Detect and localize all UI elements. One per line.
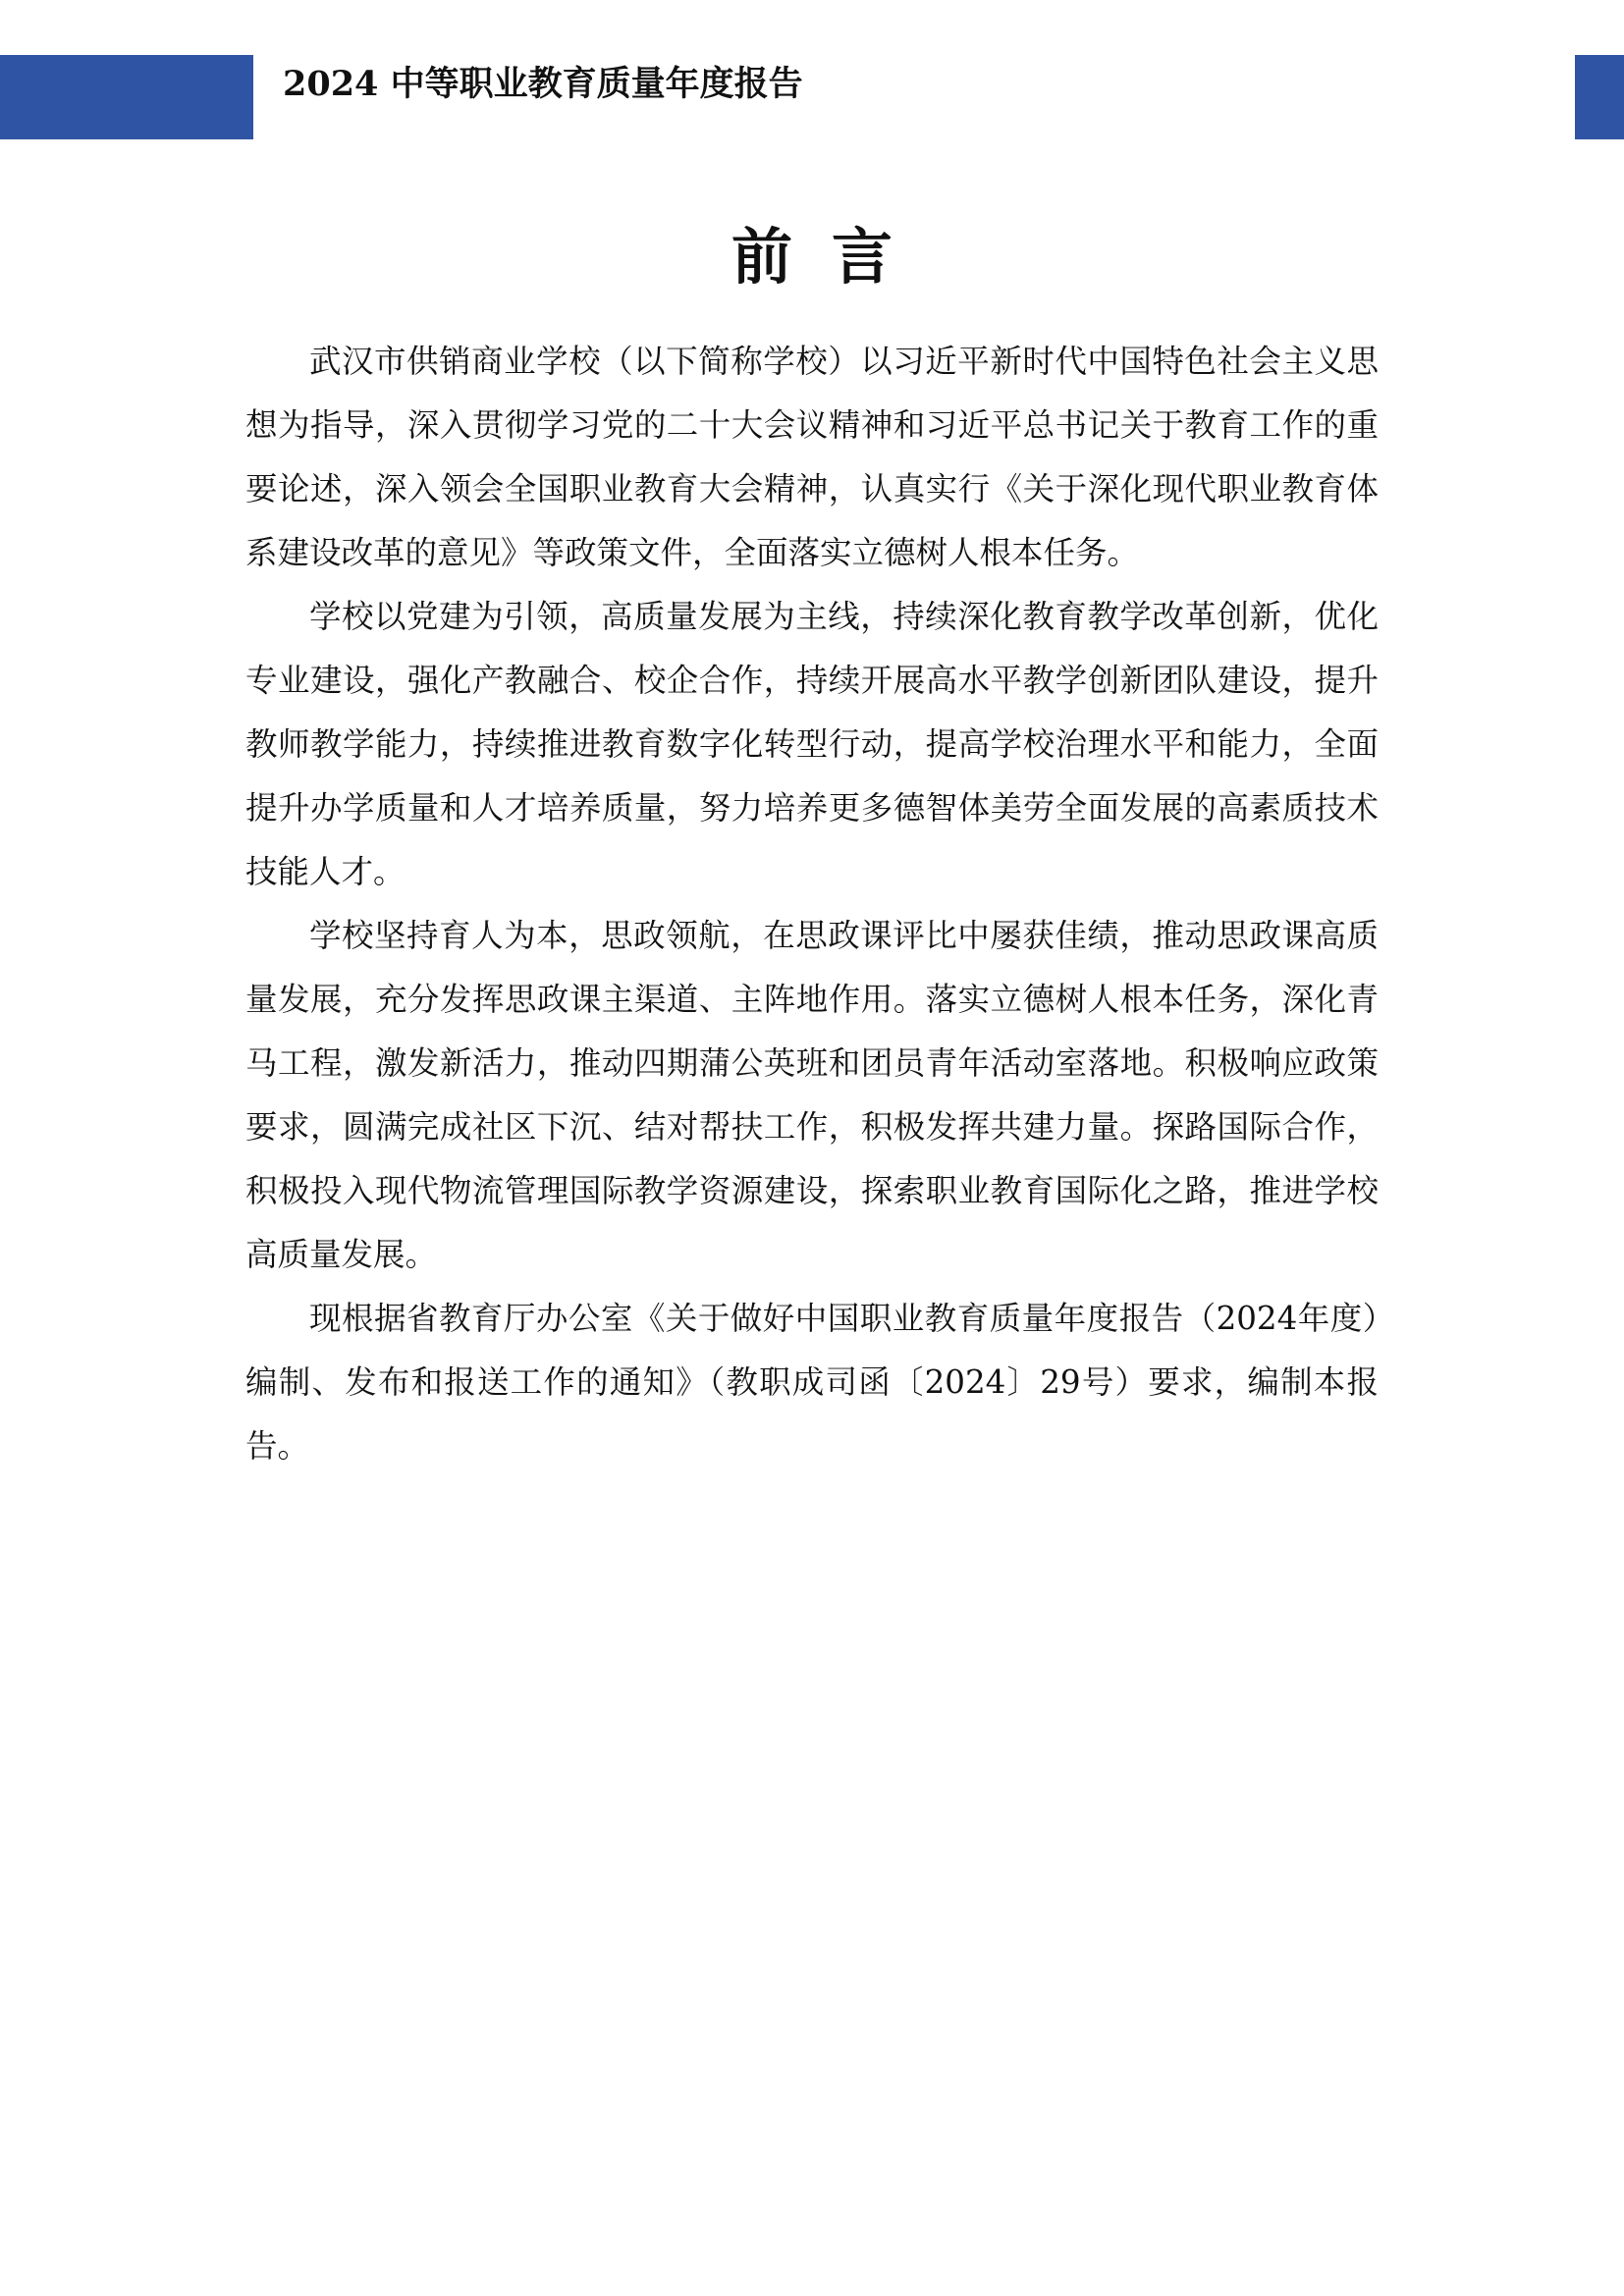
page-title: 前言 <box>731 221 932 293</box>
header-accent-bar-left <box>0 55 253 139</box>
report-header-title: 2024 中等职业教育质量年度报告 <box>283 64 803 104</box>
preface-paragraph-3: 学校坚持育人为本，思政领航，在思政课评比中屡获佳绩，推动思政课高质量发展，充分发挥思政课主渠道、主阵地作用。落实立德树人根本任务，深化青马工程，激发新活力，推动四期蒲公英班和团员青年活动室落地。积极响应政策要求，圆满完成社区下沉、结对帮扶工作，积极发挥共建力量。探路国际合作，积极投入现代物流管理国际教学资源建设，探索职业教育国际化之路，推进学校高质量发展。 <box>245 917 1379 1273</box>
preface-body <box>245 330 1379 1478</box>
header-accent-bar-right <box>1575 55 1624 139</box>
preface-paragraph-2: 学校以党建为引领，高质量发展为主线，持续深化教育教学改革创新，优化专业建设，强化产教融合、校企合作，持续开展高水平教学创新团队建设，提升教师教学能力，持续推进教育数字化转型行动，提高学校治理水平和能力，全面提升办学质量和人才培养质量，努力培养更多德智体美劳全面发展的高素质技术技能人才。 <box>245 598 1379 890</box>
preface-paragraph-1: 武汉市供销商业学校（以下简称学校）以习近平新时代中国特色社会主义思想为指导，深入贯彻学习党的二十大会议精神和习近平总书记关于教育工作的重要论述，深入领会全国职业教育大会精神，认真实行《关于深化现代职业教育体系建设改革的意见》等政策文件，全面落实立德树人根本任务。 <box>245 343 1379 571</box>
preface-paragraph-4: 现根据省教育厅办公室《关于做好中国职业教育质量年度报告（2024年度）编制、发布和报送工作的通知》（教职成司函〔2024〕29号）要求，编制本报告。 <box>245 1300 1379 1465</box>
